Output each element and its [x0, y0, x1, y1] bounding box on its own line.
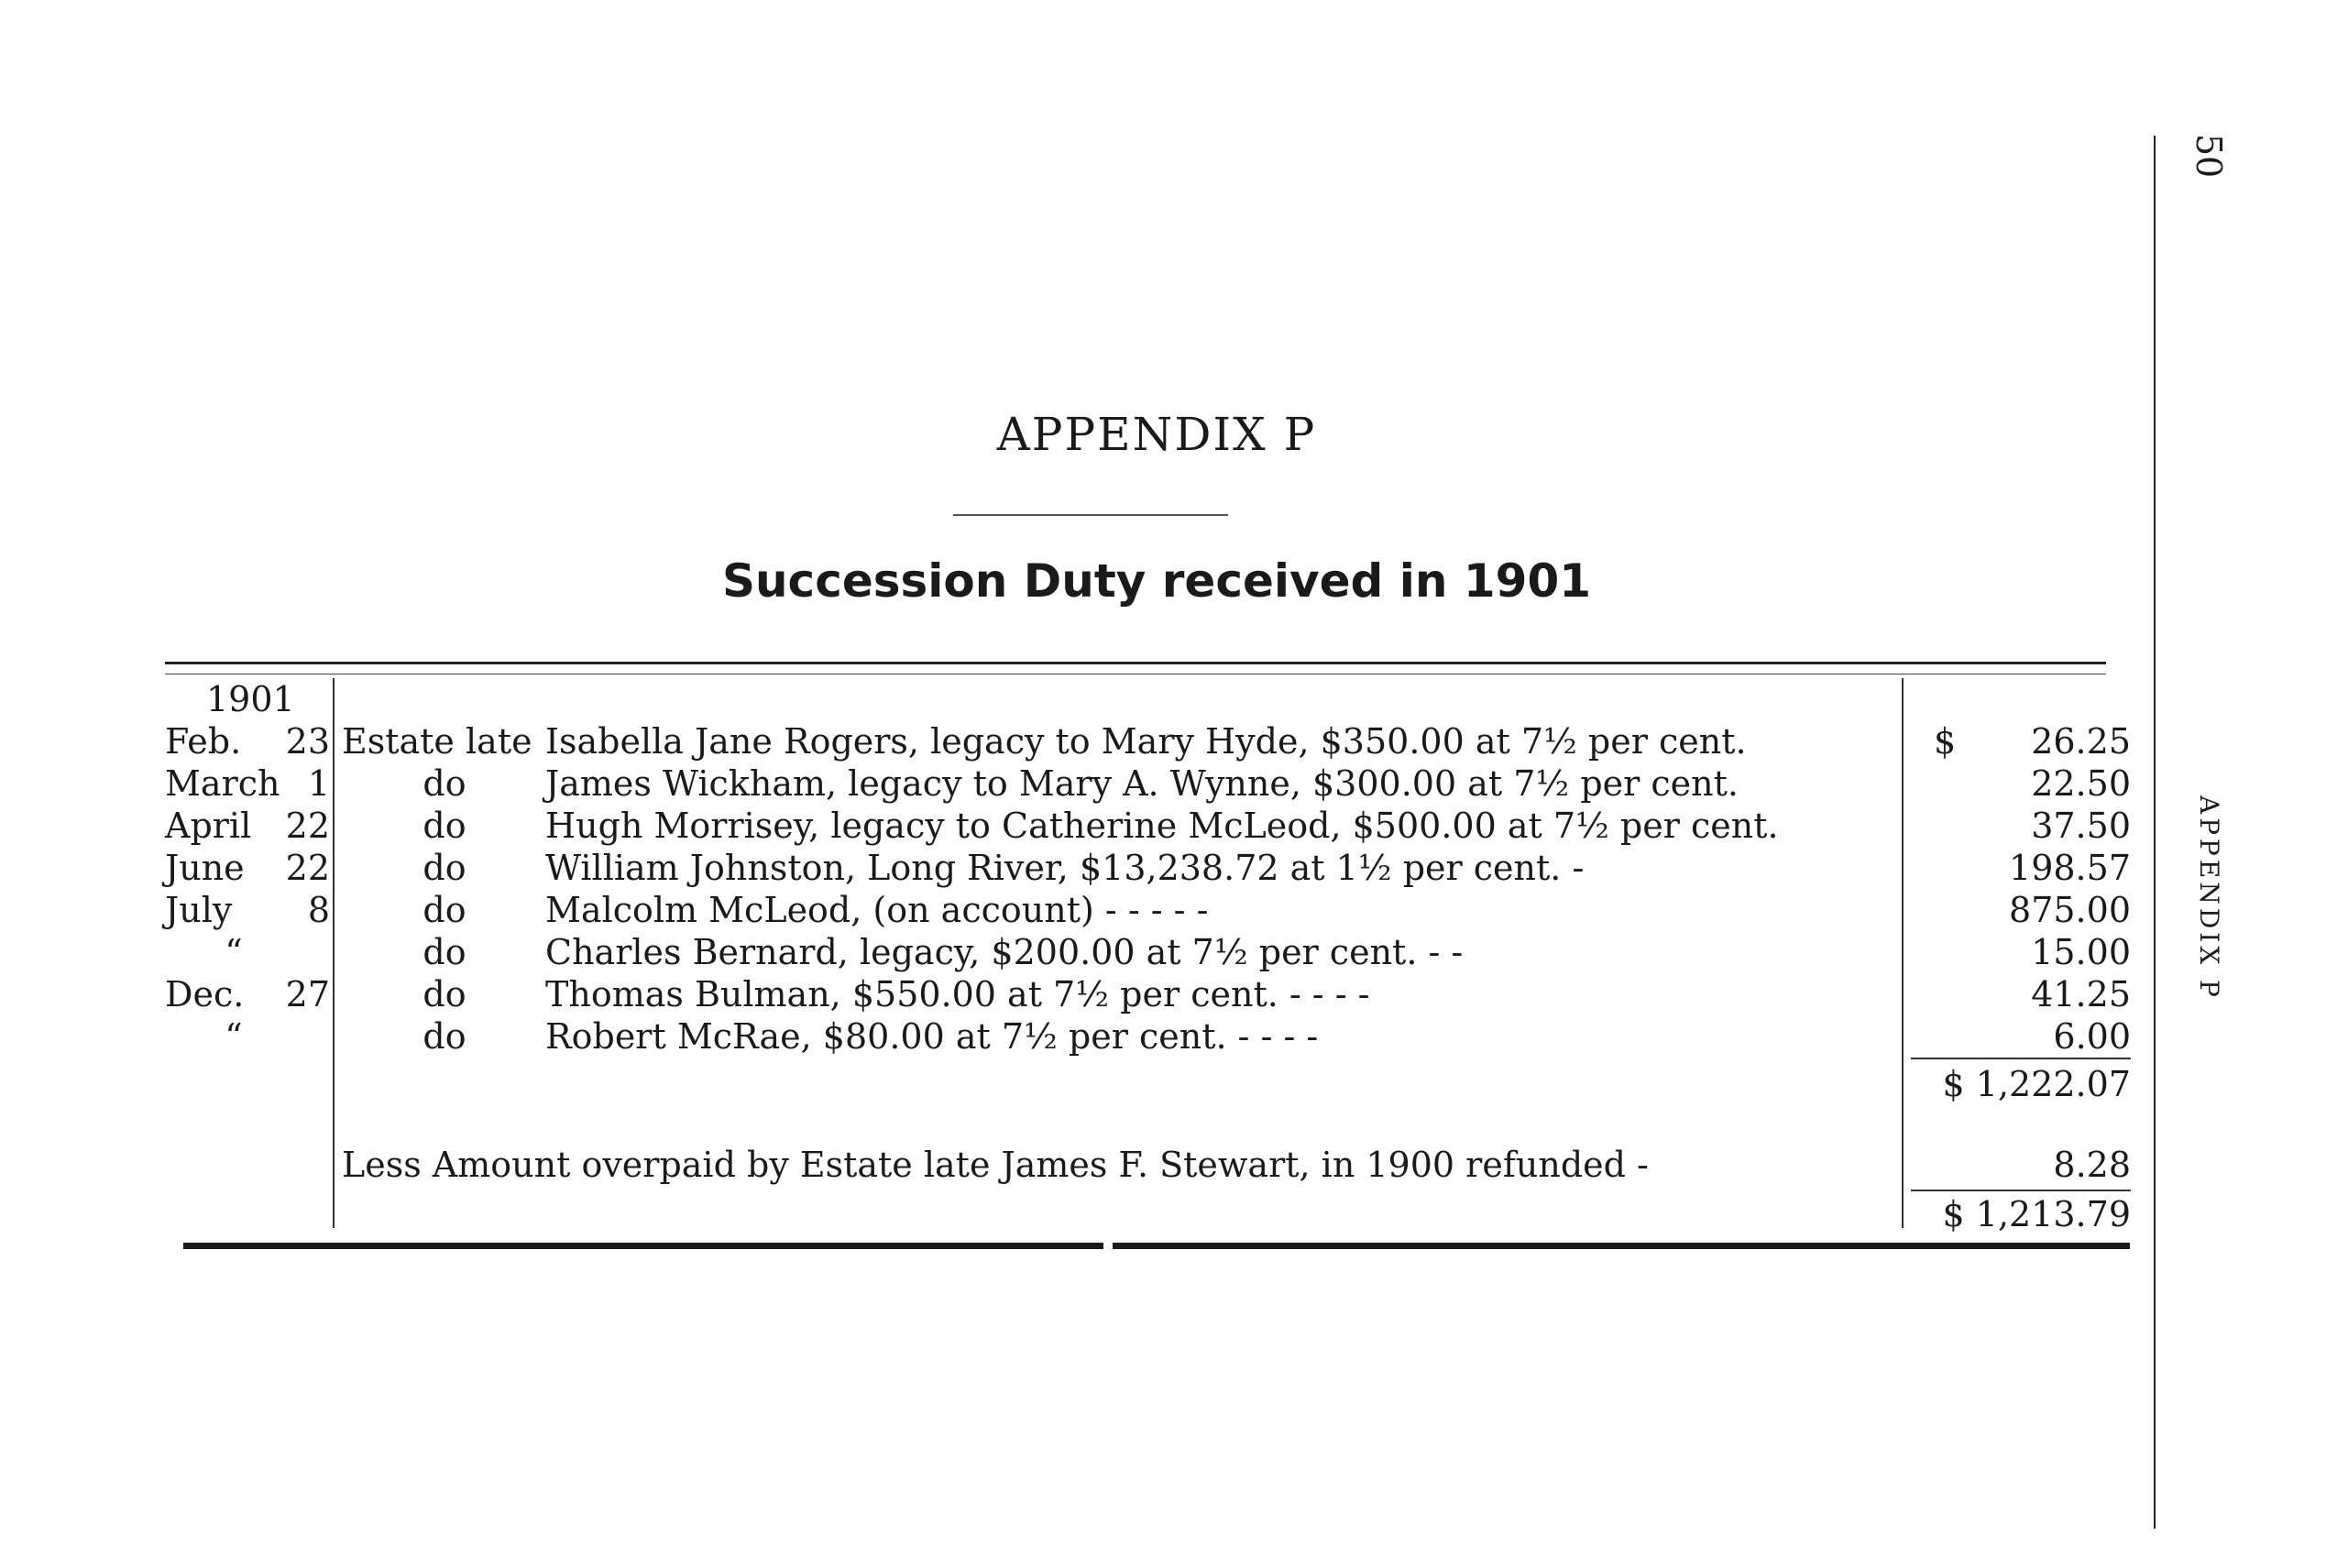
title-underline: [953, 514, 1228, 516]
row-amount: 26.25: [2031, 721, 2131, 762]
row-description: Isabella Jane Rogers, legacy to Mary Hyde, $350.00 at 7½ per cent.: [545, 721, 1747, 762]
row-lead: Estate late: [342, 721, 532, 762]
row-description: Hugh Morrisey, legacy to Catherine McLeod, $500.00 at 7½ per cent.: [545, 806, 1779, 846]
bottom-rule-break: [1103, 1239, 1113, 1252]
side-running-heading: APPENDIX P: [2194, 795, 2224, 1002]
table-subtitle: Succession Duty received in 1901: [721, 554, 1592, 608]
row-month: April: [165, 806, 252, 846]
less-refund-line: Less Amount overpaid by Estate late James F. Stewart, in 1900 refunded -: [342, 1145, 1649, 1185]
row-day: 27: [285, 974, 330, 1014]
row-description: James Wickham, legacy to Mary A. Wynne, $300.00 at 7½ per cent.: [545, 763, 1739, 804]
row-day: 8: [307, 890, 330, 930]
row-month: June: [165, 848, 245, 888]
table-bottom-rule: [183, 1243, 2130, 1249]
row-description: Robert McRae, $80.00 at 7½ per cent. - - - -: [545, 1016, 1319, 1057]
amount-column-divider: [1902, 678, 1904, 1228]
row-month: Feb.: [165, 721, 242, 762]
row-month: March: [165, 763, 280, 804]
right-margin-rule: [2154, 136, 2156, 1529]
less-refund-amount: 8.28: [2053, 1145, 2131, 1185]
row-description: Thomas Bulman, $550.00 at 7½ per cent. - - - -: [545, 974, 1370, 1014]
subtotal-rule: [1911, 1058, 2131, 1059]
row-lead: do: [422, 1016, 466, 1057]
row-lead: do: [422, 974, 466, 1014]
row-month-ditto: “: [225, 1016, 243, 1057]
row-day: 23: [285, 721, 330, 762]
row-lead: do: [422, 848, 466, 888]
row-lead: do: [422, 932, 466, 972]
row-month: July: [165, 890, 233, 930]
row-amount: 6.00: [2053, 1016, 2131, 1057]
row-month-ditto: “: [225, 932, 243, 972]
page-number: 50: [2189, 133, 2229, 179]
row-amount: 875.00: [2009, 890, 2131, 930]
row-amount: 198.57: [2009, 848, 2131, 888]
row-lead: do: [422, 763, 466, 804]
row-description: Malcolm McLeod, (on account) - - - - -: [545, 890, 1209, 930]
row-description: William Johnston, Long River, $13,238.72 at 1½ per cent. -: [545, 848, 1585, 888]
row-amount: 37.50: [2031, 806, 2131, 846]
subtotal-amount: $ 1,222.07: [1942, 1064, 2131, 1104]
row-amount: 41.25: [2031, 974, 2131, 1014]
row-amount: 22.50: [2031, 763, 2131, 804]
row-description: Charles Bernard, legacy, $200.00 at 7½ per cent. - -: [545, 932, 1464, 972]
row-day: 22: [285, 806, 330, 846]
row-amount: 15.00: [2031, 932, 2131, 972]
row-lead: do: [422, 806, 466, 846]
row-day: 1: [307, 763, 330, 804]
row-month: Dec.: [165, 974, 245, 1014]
year-heading: 1901: [206, 679, 295, 719]
appendix-title: APPENDIX P: [996, 408, 1317, 461]
currency-symbol: $: [1934, 721, 1957, 762]
row-lead: do: [422, 890, 466, 930]
total-amount: $ 1,213.79: [1942, 1194, 2131, 1234]
row-day: 22: [285, 848, 330, 888]
table-top-rule: [165, 662, 2106, 664]
date-column-divider: [333, 678, 335, 1228]
total-rule: [1911, 1190, 2131, 1191]
